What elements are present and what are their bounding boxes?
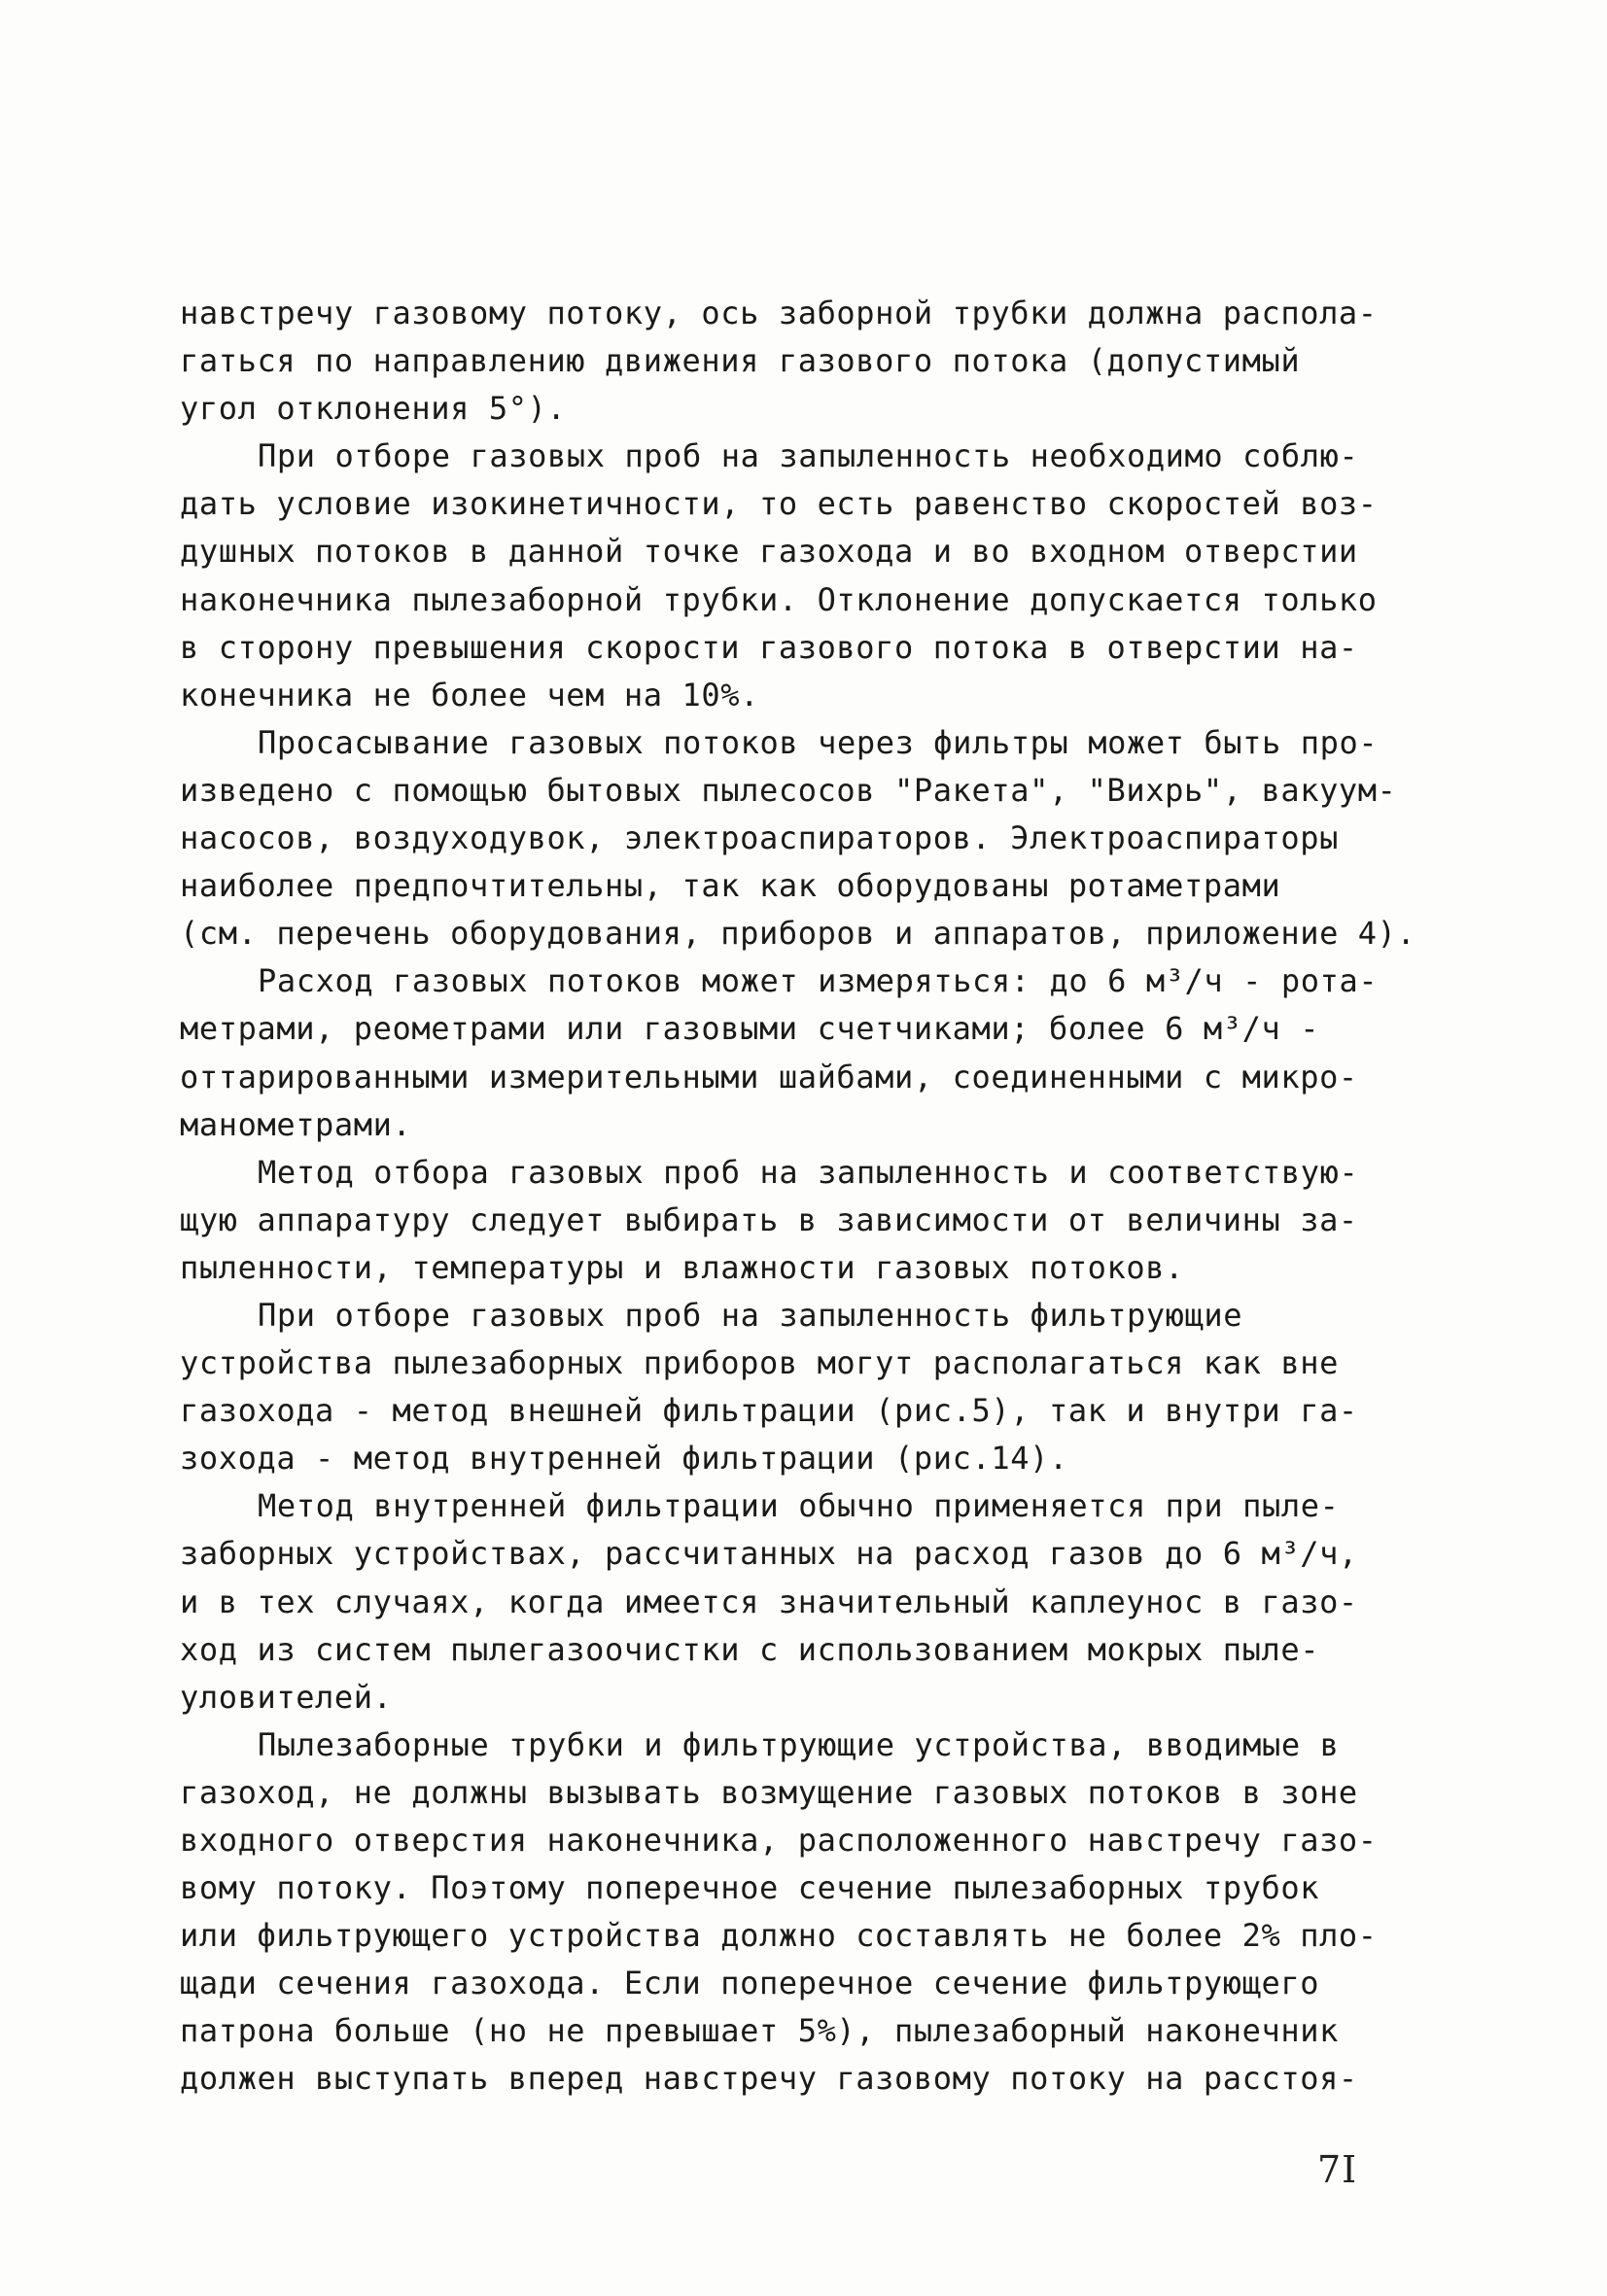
- text-line: заборных устройствах, рассчитанных на расход газов до 6 м³/ч,: [180, 1535, 1358, 1573]
- text-line: пыленности, температуры и влажности газовых потоков.: [180, 1248, 1185, 1286]
- text-line: щую аппаратуру следует выбирать в зависимости от величины за-: [180, 1200, 1358, 1238]
- text-line: (см. перечень оборудования, приборов и аппаратов, приложение 4).: [180, 915, 1416, 953]
- text-line: вому потоку. Поэтому поперечное сечение пылезаборных трубок: [180, 1869, 1320, 1907]
- text-line: ход из систем пылегазоочистки с использованием мокрых пыле-: [180, 1630, 1320, 1668]
- text-line: должен выступать вперед навстречу газовому потоку на расстоя-: [180, 2060, 1358, 2098]
- text-line: наиболее предпочтительны, так как оборудованы ротаметрами: [180, 867, 1281, 905]
- text-line: устройства пылезаборных приборов могут располагаться как вне: [180, 1344, 1339, 1382]
- text-line: газохода - метод внешней фильтрации (рис.5), так и внутри га-: [180, 1392, 1358, 1430]
- text-line: зохода - метод внутренней фильтрации (рис.14).: [180, 1440, 1068, 1478]
- text-line: конечника не более чем на 10%.: [180, 676, 759, 713]
- text-line: оттарированными измерительными шайбами, соединенными с микро-: [180, 1058, 1358, 1096]
- page-number: 7I: [1317, 2148, 1358, 2191]
- text-line: изведено с помощью бытовых пылесосов "Ракета", "Вихрь", вакуум-: [180, 771, 1397, 809]
- body-text: [180, 290, 1444, 2104]
- text-line: и в тех случаях, когда имеется значительный каплеунос в газо-: [180, 1583, 1358, 1620]
- text-line: газоход, не должны вызывать возмущение газовых потоков в зоне: [180, 1773, 1358, 1811]
- text-line: или фильтрующего устройства должно составлять не более 2% пло-: [180, 1917, 1378, 1955]
- text-line: Метод отбора газовых проб на запыленность и соответствую-: [258, 1153, 1359, 1191]
- text-line: Просасывание газовых потоков через фильтры может быть про-: [258, 723, 1379, 761]
- text-line: При отборе газовых проб на запыленность необходимо соблю-: [258, 437, 1359, 475]
- text-line: дать условие изокинетичности, то есть равенство скоростей воз-: [180, 485, 1378, 523]
- text-line: Расход газовых потоков может измеряться: до 6 м³/ч - рота-: [258, 962, 1379, 1000]
- text-line: угол отклонения 5°).: [180, 390, 567, 428]
- text-line: в сторону превышения скорости газового потока в отверстии на-: [180, 628, 1358, 666]
- text-line: наконечника пылезаборной трубки. Отклонение допускается только: [180, 580, 1378, 618]
- text-line: уловителей.: [180, 1678, 393, 1716]
- text-line: Пылезаборные трубки и фильтрующие устройства, вводимые в: [258, 1725, 1340, 1763]
- text-line: насосов, воздуходувок, электроаспираторов. Электроаспираторы: [180, 819, 1339, 857]
- text-line: патрона больше (но не превышает 5%), пылезаборный наконечник: [180, 2012, 1339, 2050]
- text-line: щади сечения газохода. Если поперечное сечение фильтрующего: [180, 1965, 1320, 2002]
- text-line: навстречу газовому потоку, ось заборной трубки должна распола-: [180, 295, 1378, 331]
- text-line: входного отверстия наконечника, расположенного навстречу газо-: [180, 1822, 1378, 1859]
- text-line: Метод внутренней фильтрации обычно применяется при пыле-: [258, 1487, 1340, 1525]
- text-line: гаться по направлению движения газового потока (допустимый: [180, 342, 1301, 380]
- text-line: душных потоков в данной точке газохода и во входном отверстии: [180, 533, 1358, 571]
- text-line: При отборе газовых проб на запыленность фильтрующие: [258, 1296, 1243, 1334]
- text-line: метрами, реометрами или газовыми счетчиками; более 6 м³/ч -: [180, 1010, 1320, 1048]
- text-line: манометрами.: [180, 1105, 412, 1143]
